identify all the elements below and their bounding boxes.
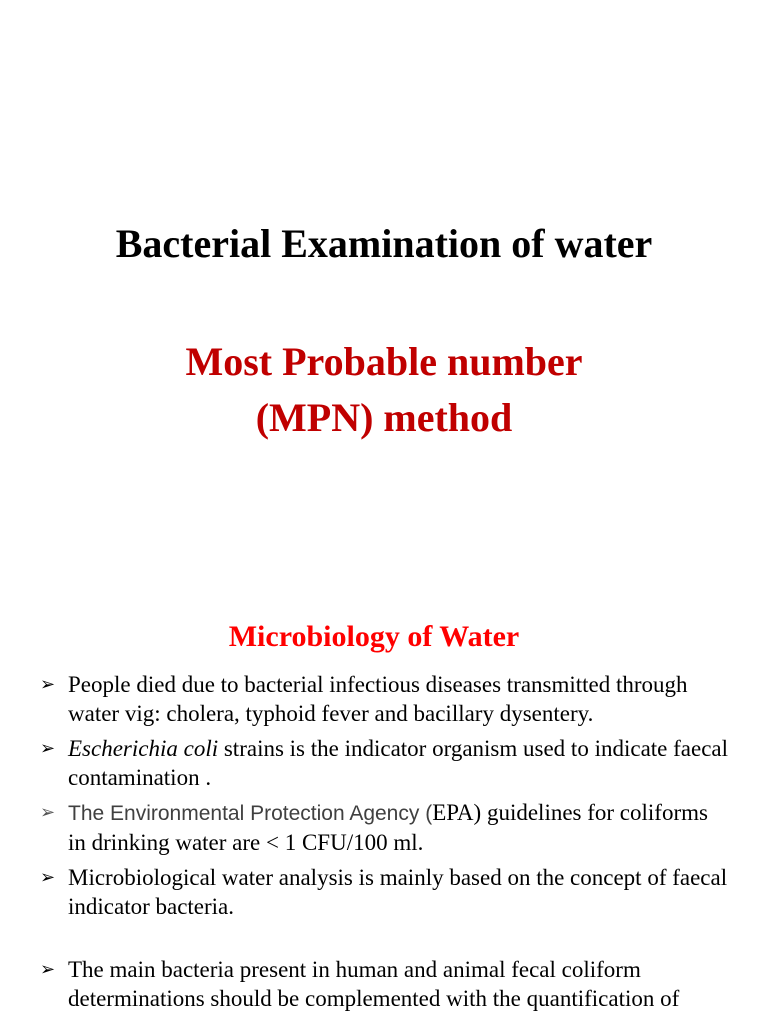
bullet-italic-organism: Escherichia coli [68, 736, 219, 761]
bullet-text-3: EPA) guidelines for coliforms in drinking water are < 1 CFU/100 ml. [68, 800, 708, 855]
arrowhead-bullet-icon: ➢ [40, 802, 56, 823]
bullet-item-3 [40, 798, 730, 857]
bullet-item-4 [40, 863, 730, 921]
bullet-text-4: Microbiological water analysis is mainly based on the concept of faecal indicator bacteria. [68, 865, 728, 919]
bullet-list [40, 670, 730, 1019]
bullet-item-2 [40, 734, 730, 792]
bullet-item-5 [40, 955, 730, 1013]
bullet-text-1: People died due to bacterial infectious diseases transmitted through water vig: cholera, typhoid fever and bacillary dysentery. [68, 672, 688, 726]
bullet-agency-name: The Environmental Protection Agency ( [68, 802, 433, 825]
arrowhead-bullet-icon: ➢ [40, 738, 56, 759]
page-title: Bacterial Examination of water [115, 221, 653, 266]
arrowhead-bullet-icon: ➢ [40, 959, 56, 980]
bullet-item-1 [40, 670, 730, 728]
arrowhead-bullet-icon: ➢ [40, 867, 56, 888]
arrowhead-bullet-icon: ➢ [40, 674, 56, 695]
section-heading: Microbiology of Water [228, 620, 520, 653]
bullet-text-2: strains is the indicator organism used to indicate faecal contamination . [68, 736, 729, 790]
bullet-text-5: The main bacteria present in human and animal fecal coliform determinations should be complemented with the quantification of [68, 957, 680, 1011]
subtitle-line-1: Most Probable number [185, 339, 583, 384]
subtitle-line-2: (MPN) method [255, 395, 513, 440]
page-subtitle [0, 334, 768, 446]
